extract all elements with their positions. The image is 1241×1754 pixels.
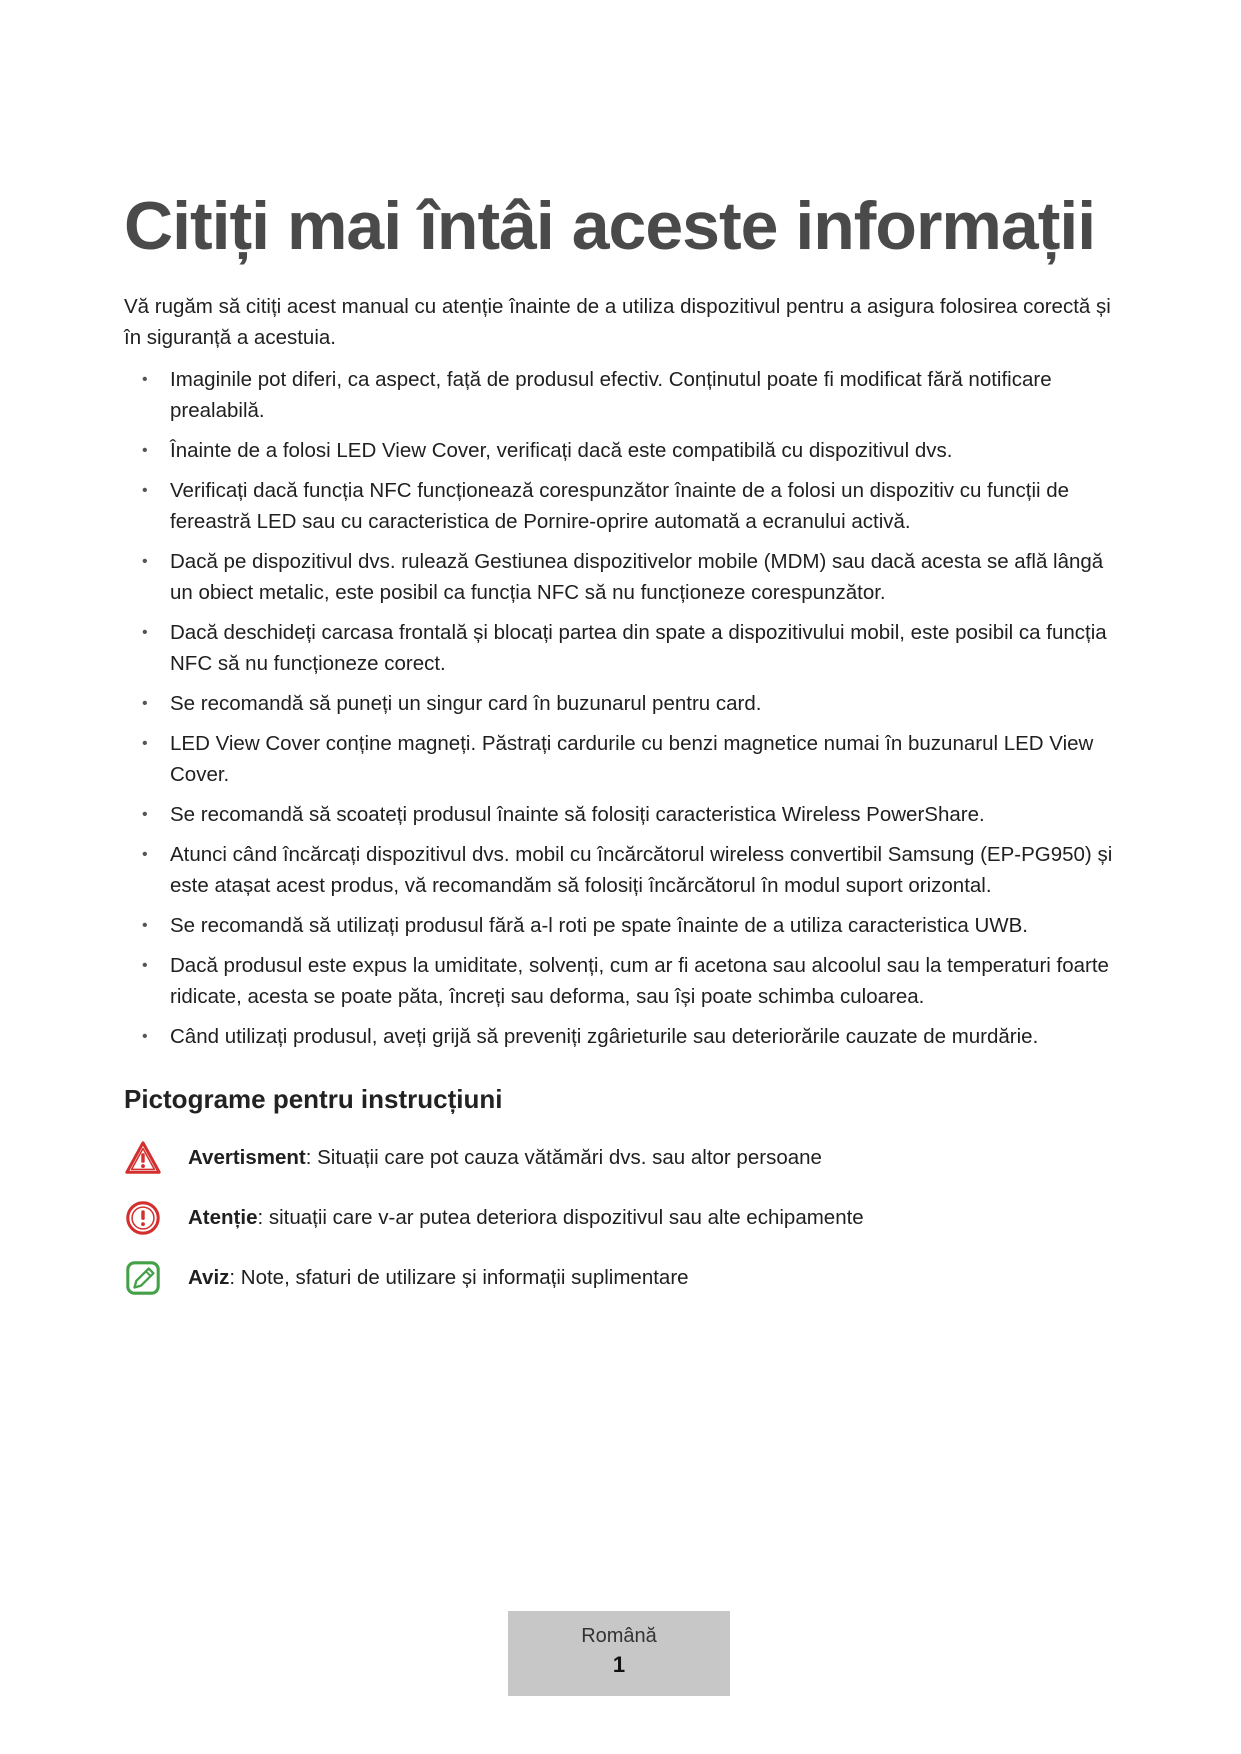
list-item: • Verificați dacă funcția NFC funcționează corespunzător înainte de a folosi un dispozitiv cu funcții de fereastră LED sau cu caracteristica de Pornire-oprire automată a ecranului activă. bbox=[124, 475, 1120, 537]
pictogram-note bbox=[124, 1258, 1024, 1298]
page-number: 1 bbox=[612, 1652, 626, 1677]
list-item: • Dacă pe dispozitivul dvs. rulează Gestiunea dispozitivelor mobile (MDM) sau dacă acesta se află lângă un obiect metalic, este posibil ca funcția NFC să nu funcționeze corespunzător. bbox=[124, 546, 1120, 608]
bullet-icon: • bbox=[142, 1028, 148, 1045]
bullet-icon: • bbox=[142, 957, 148, 974]
pictogram-text: : Situații care pot cauza vătămări dvs. sau altor persoane bbox=[305, 1146, 822, 1169]
bullet-icon: • bbox=[142, 917, 148, 934]
bullet-icon: • bbox=[142, 735, 148, 752]
list-item: • Imaginile pot diferi, ca aspect, față de produsul efectiv. Conținutul poate fi modificat fără notificare prealabilă. bbox=[124, 364, 1120, 426]
bullet-icon: • bbox=[142, 846, 148, 863]
page-title: Citiți mai întâi aceste informații bbox=[124, 188, 1096, 264]
list-item: • Atunci când încărcați dispozitivul dvs. mobil cu încărcătorul wireless convertibil Samsung (EP-PG950) și este atașat acest produs, vă recomandăm să folosiți încărcătorul în modul suport orizontal. bbox=[124, 839, 1120, 901]
list-item: • Se recomandă să puneți un singur card în buzunarul pentru card. bbox=[124, 688, 1120, 719]
footer-language: Română bbox=[581, 1625, 657, 1647]
bullet-icon: • bbox=[142, 482, 148, 499]
pictogram-warning bbox=[124, 1138, 1024, 1178]
warning-icon bbox=[124, 1139, 162, 1177]
pictogram-label: Avertisment bbox=[188, 1146, 306, 1169]
pictogram-text: : Note, sfaturi de utilizare și informații suplimentare bbox=[229, 1266, 689, 1289]
caution-icon bbox=[124, 1199, 162, 1237]
pictogram-label: Aviz bbox=[188, 1266, 230, 1289]
list-item: • LED View Cover conține magneți. Păstrați cardurile cu benzi magnetice numai în buzunarul LED View Cover. bbox=[124, 728, 1120, 790]
list-item: • Dacă produsul este expus la umiditate, solvenți, cum ar fi acetona sau alcoolul sau la temperaturi foarte ridicate, acesta se poate păta, încreți sau deforma, sau își poate schimba culoarea. bbox=[124, 950, 1120, 1012]
bullet-icon: • bbox=[142, 442, 148, 459]
info-bullet-list bbox=[124, 364, 1124, 1061]
bullet-icon: • bbox=[142, 553, 148, 570]
intro-paragraph: Vă rugăm să citiți acest manual cu atenție înainte de a utiliza dispozitivul pentru a asigura folosirea corectă și în siguranță a acestuia. bbox=[124, 295, 1111, 349]
bullet-icon: • bbox=[142, 624, 148, 641]
note-icon bbox=[124, 1259, 162, 1297]
bullet-icon: • bbox=[142, 806, 148, 823]
page-footer bbox=[508, 1611, 730, 1696]
list-item: • Înainte de a folosi LED View Cover, verificați dacă este compatibilă cu dispozitivul dvs. bbox=[124, 435, 1120, 466]
list-item: • Se recomandă să utilizați produsul fără a-l roti pe spate înainte de a utiliza caracteristica UWB. bbox=[124, 910, 1120, 941]
bullet-icon: • bbox=[142, 371, 148, 388]
list-item: • Când utilizați produsul, aveți grijă să preveniți zgârieturile sau deteriorările cauzate de murdărie. bbox=[124, 1021, 1120, 1052]
bullet-icon: • bbox=[142, 695, 148, 712]
pictogram-label: Atenție bbox=[188, 1206, 258, 1229]
pictograms-heading: Pictograme pentru instrucțiuni bbox=[124, 1084, 503, 1114]
list-item: • Se recomandă să scoateți produsul înainte să folosiți caracteristica Wireless PowerShare. bbox=[124, 799, 1120, 830]
list-item: • Dacă deschideți carcasa frontală și blocați partea din spate a dispozitivului mobil, este posibil ca funcția NFC să nu funcționeze corect. bbox=[124, 617, 1120, 679]
pictogram-text: : situații care v-ar putea deteriora dispozitivul sau alte echipamente bbox=[257, 1206, 864, 1229]
pictogram-caution bbox=[124, 1198, 1024, 1238]
